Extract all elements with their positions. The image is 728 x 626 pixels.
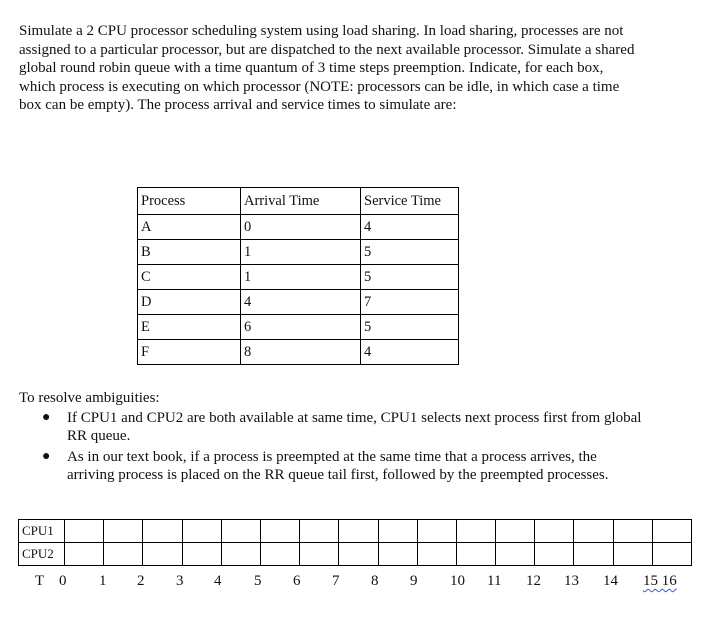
time-box[interactable] bbox=[182, 543, 221, 566]
cpu1-row bbox=[19, 520, 692, 543]
time-box[interactable] bbox=[378, 543, 417, 566]
service-time: 5 bbox=[361, 265, 459, 290]
process-name: A bbox=[138, 215, 241, 240]
service-time: 4 bbox=[361, 340, 459, 365]
resolve-heading: To resolve ambiguities: bbox=[19, 390, 160, 406]
time-box[interactable] bbox=[104, 543, 143, 566]
time-box[interactable] bbox=[300, 543, 339, 566]
time-box[interactable] bbox=[456, 520, 495, 543]
time-box[interactable] bbox=[535, 520, 574, 543]
service-time: 7 bbox=[361, 290, 459, 315]
time-box[interactable] bbox=[65, 520, 104, 543]
bullet-icon: ● bbox=[42, 449, 51, 464]
time-tick: 1 bbox=[99, 573, 107, 589]
bullet-icon: ● bbox=[42, 410, 51, 425]
intro-line: assigned to a particular processor, but are dispatched to the next available processor. Simulate a shared bbox=[19, 41, 635, 58]
time-tick: 7 bbox=[332, 573, 340, 589]
time-box[interactable] bbox=[535, 543, 574, 566]
intro-line: which process is executing on which processor (NOTE: processors can be idle, in which case a time bbox=[19, 78, 620, 95]
list-item bbox=[40, 409, 690, 445]
time-tick: 9 bbox=[410, 573, 418, 589]
time-tick: 0 bbox=[59, 573, 67, 589]
list-item bbox=[40, 448, 690, 484]
arrival-time: 4 bbox=[241, 290, 361, 315]
arrival-time: 8 bbox=[241, 340, 361, 365]
time-label: T bbox=[35, 573, 45, 589]
rule-line: RR queue. bbox=[67, 428, 131, 444]
header-service-time: Service Time bbox=[361, 188, 459, 215]
time-box[interactable] bbox=[496, 520, 535, 543]
table-row bbox=[138, 240, 459, 265]
time-box[interactable] bbox=[417, 520, 456, 543]
header-process: Process bbox=[138, 188, 241, 215]
time-tick: 6 bbox=[293, 573, 301, 589]
arrival-time: 1 bbox=[241, 265, 361, 290]
service-time: 4 bbox=[361, 215, 459, 240]
time-box[interactable] bbox=[652, 520, 691, 543]
table-row bbox=[138, 290, 459, 315]
time-box[interactable] bbox=[378, 520, 417, 543]
process-name: E bbox=[138, 315, 241, 340]
time-box[interactable] bbox=[104, 520, 143, 543]
time-box[interactable] bbox=[339, 520, 378, 543]
time-box[interactable] bbox=[65, 543, 104, 566]
header-arrival-time: Arrival Time bbox=[241, 188, 361, 215]
time-box[interactable] bbox=[143, 520, 182, 543]
time-box[interactable] bbox=[652, 543, 691, 566]
time-tick: 8 bbox=[371, 573, 379, 589]
rule-line: If CPU1 and CPU2 are both available at same time, CPU1 selects next process first from global bbox=[67, 410, 642, 426]
time-box[interactable] bbox=[143, 543, 182, 566]
process-name: D bbox=[138, 290, 241, 315]
arrival-time: 1 bbox=[241, 240, 361, 265]
service-time: 5 bbox=[361, 315, 459, 340]
rules-list bbox=[40, 409, 690, 487]
arrival-time: 6 bbox=[241, 315, 361, 340]
table-row bbox=[138, 265, 459, 290]
time-tick: 2 bbox=[137, 573, 145, 589]
time-box[interactable] bbox=[613, 520, 652, 543]
table-row bbox=[138, 215, 459, 240]
time-box[interactable] bbox=[182, 520, 221, 543]
time-box[interactable] bbox=[221, 520, 260, 543]
time-box[interactable] bbox=[496, 543, 535, 566]
process-name: F bbox=[138, 340, 241, 365]
time-tick: 11 bbox=[487, 573, 502, 589]
time-box[interactable] bbox=[260, 520, 299, 543]
rule-line: As in our text book, if a process is preempted at the same time that a process arrives, the bbox=[67, 449, 597, 465]
cpu1-label: CPU1 bbox=[19, 520, 65, 543]
time-box[interactable] bbox=[300, 520, 339, 543]
service-time: 5 bbox=[361, 240, 459, 265]
arrival-time: 0 bbox=[241, 215, 361, 240]
process-table bbox=[137, 187, 459, 365]
rule-line: arriving process is placed on the RR queue tail first, followed by the preempted processes. bbox=[67, 467, 609, 483]
time-box[interactable] bbox=[221, 543, 260, 566]
time-box[interactable] bbox=[417, 543, 456, 566]
time-tick: 12 bbox=[526, 573, 541, 589]
time-box[interactable] bbox=[574, 520, 613, 543]
time-box[interactable] bbox=[260, 543, 299, 566]
intro-line: global round robin queue with a time quantum of 3 time steps preemption. Indicate, for each box, bbox=[19, 60, 604, 77]
time-tick: 4 bbox=[214, 573, 222, 589]
time-box[interactable] bbox=[574, 543, 613, 566]
time-box[interactable] bbox=[613, 543, 652, 566]
process-name: C bbox=[138, 265, 241, 290]
schedule-grid bbox=[18, 519, 692, 566]
intro-paragraph bbox=[19, 22, 709, 115]
intro-line: Simulate a 2 CPU processor scheduling system using load sharing. In load sharing, processes are not bbox=[19, 23, 624, 39]
time-tick: 13 bbox=[564, 573, 579, 589]
time-tick: 3 bbox=[176, 573, 184, 589]
time-tick: 14 bbox=[603, 573, 618, 589]
table-row bbox=[138, 315, 459, 340]
intro-line: box can be empty). The process arrival and service times to simulate are: bbox=[19, 97, 457, 114]
cpu2-row bbox=[19, 543, 692, 566]
cpu2-label: CPU2 bbox=[19, 543, 65, 566]
process-name: B bbox=[138, 240, 241, 265]
table-row bbox=[138, 340, 459, 365]
time-tick: 5 bbox=[254, 573, 262, 589]
time-box[interactable] bbox=[339, 543, 378, 566]
time-tick-last: 15 16 bbox=[643, 573, 677, 589]
time-box[interactable] bbox=[456, 543, 495, 566]
process-table-header-row bbox=[138, 188, 459, 215]
time-axis bbox=[0, 573, 728, 593]
time-tick: 10 bbox=[450, 573, 465, 589]
